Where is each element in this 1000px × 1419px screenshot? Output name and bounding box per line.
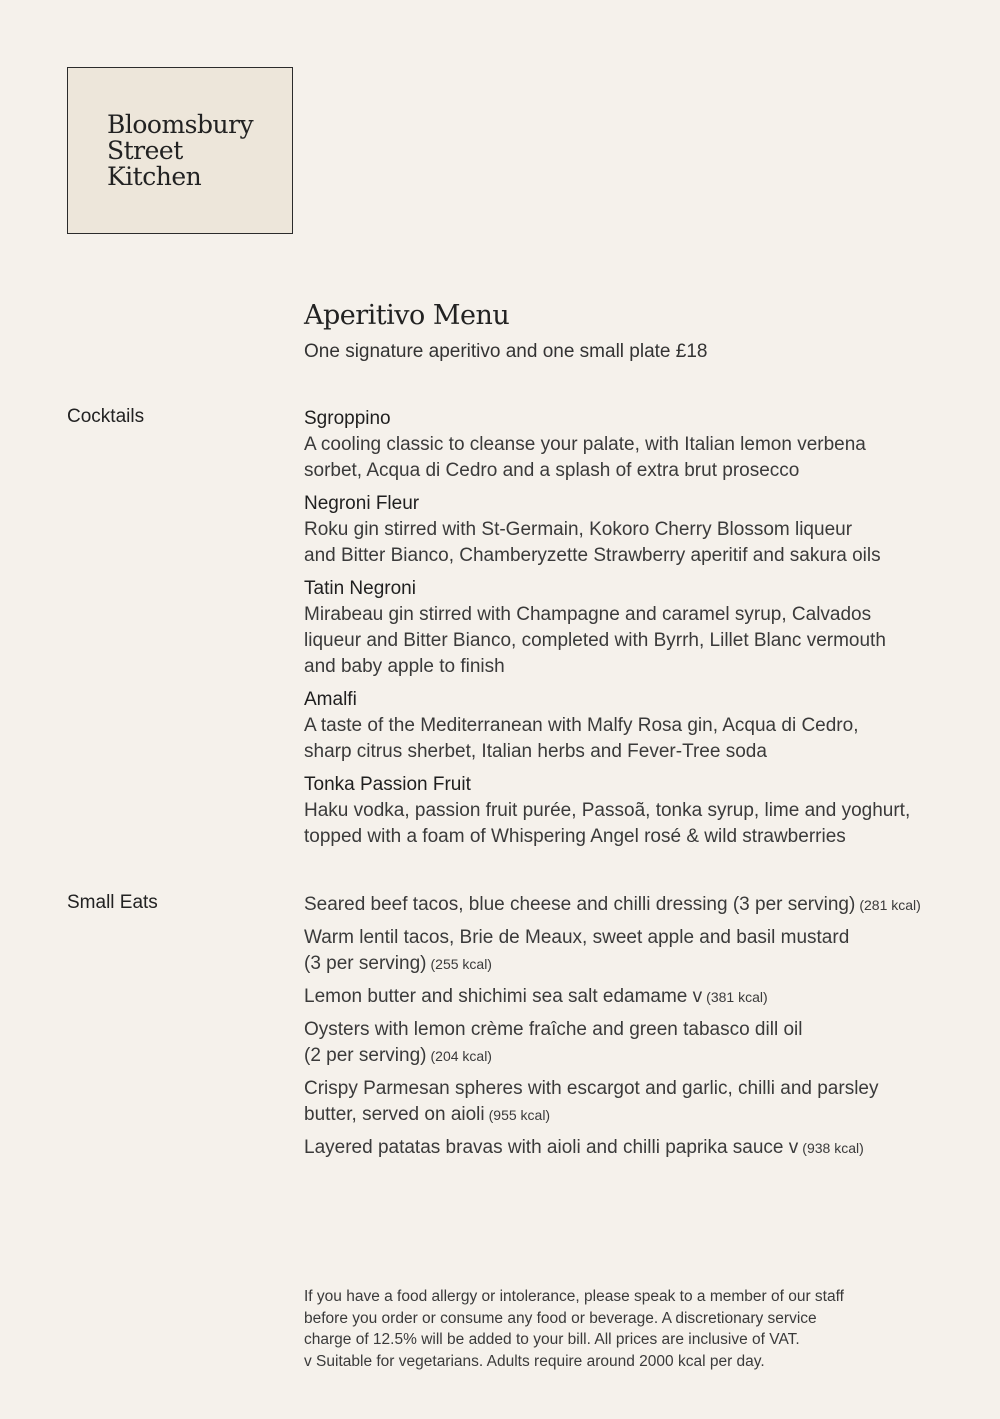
item-description-line: butter, served on aioli <box>304 1104 485 1125</box>
notice-line: v Suitable for vegetarians. Adults require around 2000 kcal per day. <box>304 1352 765 1370</box>
menu-item <box>304 772 944 850</box>
notice-line: If you have a food allergy or intolerance, please speak to a member of our staff <box>304 1288 844 1305</box>
notice-line: before you order or consume any food or beverage. A discretionary service <box>304 1309 817 1327</box>
menu-item <box>304 1076 944 1128</box>
menu-item <box>304 925 944 977</box>
item-description-line: and Bitter Bianco, Chamberyzette Strawberry aperitif and sakura oils <box>304 545 881 566</box>
menu-item <box>304 1135 944 1161</box>
cocktails-list <box>304 406 944 857</box>
kcal-label: (281 kcal) <box>859 897 921 913</box>
item-description-line: sorbet, Acqua di Cedro and a splash of extra brut prosecco <box>304 460 800 481</box>
kcal-label: (381 kcal) <box>706 989 768 1005</box>
item-description-line: Crispy Parmesan spheres with escargot and garlic, chilli and parsley <box>304 1078 879 1099</box>
menu-item <box>304 1017 944 1069</box>
menu-item <box>304 576 944 680</box>
item-description-line: topped with a foam of Whispering Angel rosé & wild strawberries <box>304 826 846 847</box>
menu-subtitle: One signature aperitivo and one small plate £18 <box>304 341 708 362</box>
allergy-notice <box>304 1286 944 1372</box>
item-name: Tonka Passion Fruit <box>304 774 471 795</box>
item-description-line: (3 per serving) <box>304 953 427 974</box>
notice-line: charge of 12.5% will be added to your bill. All prices are inclusive of VAT. <box>304 1331 800 1348</box>
logo-line: Bloomsbury <box>107 110 254 139</box>
logo-wordmark <box>107 112 253 190</box>
menu-item <box>304 984 944 1010</box>
item-description-line: Lemon butter and shichimi sea salt edamame v <box>304 986 703 1007</box>
logo-line: Street <box>107 136 183 165</box>
item-description-line: sharp citrus sherbet, Italian herbs and Fever-Tree soda <box>304 741 767 762</box>
item-description-line: Roku gin stirred with St-Germain, Kokoro Cherry Blossom liqueur <box>304 519 853 540</box>
kcal-label: (204 kcal) <box>430 1048 492 1064</box>
item-description-line: Warm lentil tacos, Brie de Meaux, sweet apple and basil mustard <box>304 927 850 948</box>
kcal-label: (255 kcal) <box>430 956 492 972</box>
item-description-line: and baby apple to finish <box>304 656 505 677</box>
kcal-label: (938 kcal) <box>802 1140 864 1156</box>
item-name: Sgroppino <box>304 408 391 429</box>
item-description-line: (2 per serving) <box>304 1045 427 1066</box>
item-name: Tatin Negroni <box>304 578 416 599</box>
item-description-line: Layered patatas bravas with aioli and chilli paprika sauce v <box>304 1137 799 1158</box>
section-label-small-eats: Small Eats <box>67 892 158 913</box>
restaurant-logo <box>67 67 293 234</box>
item-description-line: Mirabeau gin stirred with Champagne and caramel syrup, Calvados <box>304 604 872 625</box>
small-eats-list <box>304 892 944 1168</box>
item-description-line: A taste of the Mediterranean with Malfy Rosa gin, Acqua di Cedro, <box>304 715 859 736</box>
item-name: Amalfi <box>304 689 357 710</box>
item-description-line: A cooling classic to cleanse your palate, with Italian lemon verbena <box>304 434 866 455</box>
item-description-line: Seared beef tacos, blue cheese and chilli dressing (3 per serving) <box>304 894 856 915</box>
menu-item <box>304 491 944 569</box>
item-description-line: Haku vodka, passion fruit purée, Passoã, tonka syrup, lime and yoghurt, <box>304 800 911 821</box>
menu-item <box>304 406 944 484</box>
logo-line: Kitchen <box>107 162 202 191</box>
menu-item <box>304 687 944 765</box>
menu-title: Aperitivo Menu <box>304 300 510 331</box>
menu-item <box>304 892 944 918</box>
section-label-cocktails: Cocktails <box>67 406 145 427</box>
kcal-label: (955 kcal) <box>488 1107 551 1123</box>
item-name: Negroni Fleur <box>304 493 420 514</box>
item-description-line: liqueur and Bitter Bianco, completed with Byrrh, Lillet Blanc vermouth <box>304 630 886 651</box>
item-description-line: Oysters with lemon crème fraîche and green tabasco dill oil <box>304 1019 803 1040</box>
